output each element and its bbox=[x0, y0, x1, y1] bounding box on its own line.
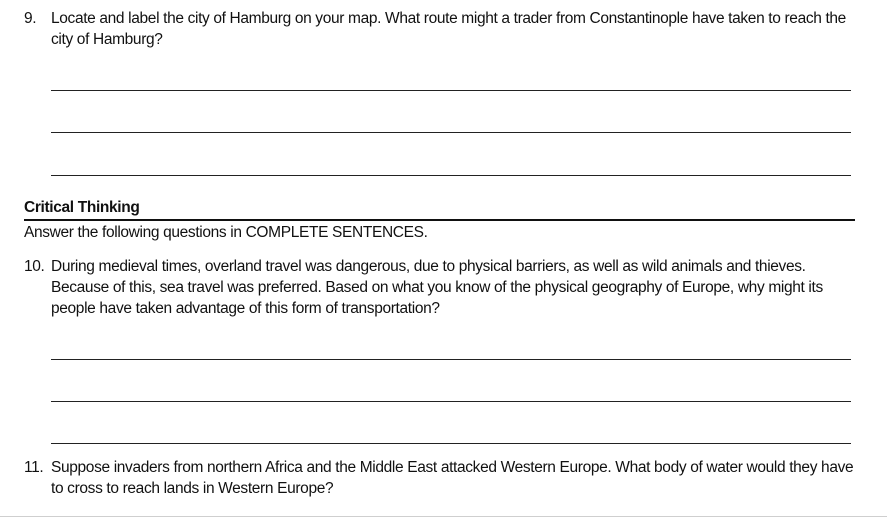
section-heading: Critical Thinking bbox=[24, 199, 140, 216]
section-divider bbox=[24, 219, 855, 221]
answer-line[interactable] bbox=[51, 175, 851, 176]
answer-line[interactable] bbox=[51, 359, 851, 360]
question-10 bbox=[24, 256, 854, 319]
question-number: 9. bbox=[24, 10, 37, 27]
answer-line[interactable] bbox=[51, 90, 851, 91]
question-number: 11. bbox=[24, 459, 44, 476]
answer-line[interactable] bbox=[51, 132, 851, 133]
section-instruction: Answer the following questions in COMPLETE SENTENCES. bbox=[24, 224, 428, 241]
question-text: Suppose invaders from northern Africa and the Middle East attacked Western Europe. What body of water would they have to cross to reach lands in Western Europe? bbox=[51, 459, 854, 497]
page-bottom-edge bbox=[0, 516, 887, 517]
answer-line[interactable] bbox=[51, 401, 851, 402]
question-number: 10. bbox=[24, 258, 45, 275]
question-text: During medieval times, overland travel was dangerous, due to physical barriers, as well as wild animals and thieves. Because of this, sea travel was preferred. Based on what you know of the physical geography of Europe, why might its people have taken advantage of this form of transportation? bbox=[51, 258, 823, 317]
question-11 bbox=[24, 457, 854, 499]
question-9 bbox=[24, 8, 854, 50]
answer-line[interactable] bbox=[51, 443, 851, 444]
question-text: Locate and label the city of Hamburg on your map. What route might a trader from Constantinople have taken to reach the city of Hamburg? bbox=[51, 10, 846, 48]
